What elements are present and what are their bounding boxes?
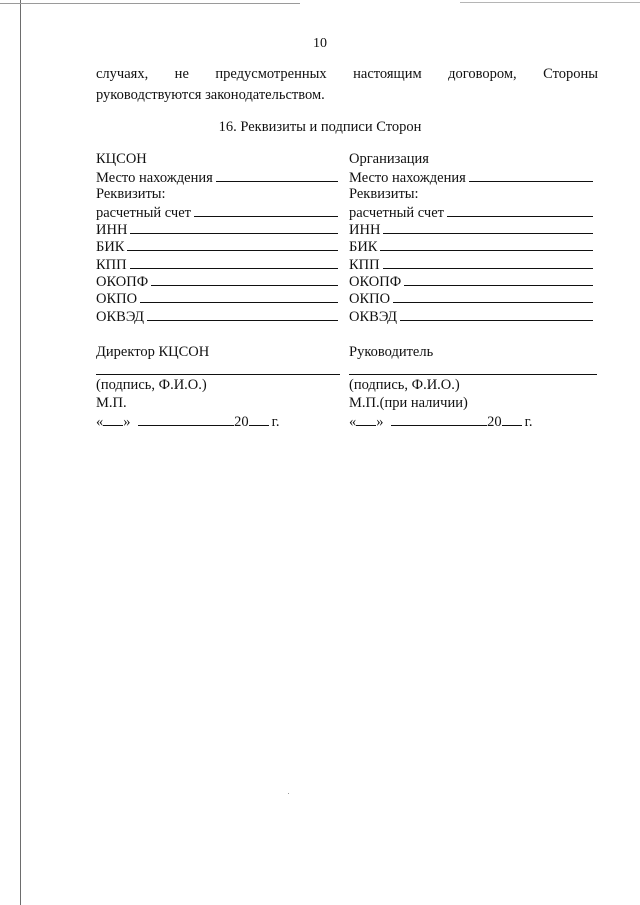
year-blank — [502, 413, 522, 426]
right-party-requisites — [349, 151, 593, 324]
right-date-line — [349, 413, 533, 431]
requisite-row — [96, 237, 338, 254]
requisite-label: ОКПО — [96, 291, 138, 308]
right-stamp-label: М.П.(при наличии) — [349, 395, 468, 411]
day-blank — [356, 413, 376, 426]
left-signer-title: Директор КЦСОН — [96, 344, 210, 360]
right-signer-title: Руководитель — [349, 344, 434, 360]
month-blank — [138, 413, 234, 426]
requisite-fill-line[interactable] — [151, 272, 338, 286]
requisite-row — [96, 220, 338, 237]
date-open-quote: « — [349, 414, 357, 430]
requisite-row — [349, 237, 593, 254]
day-blank — [103, 413, 123, 426]
date-open-quote: « — [96, 414, 104, 430]
requisite-row — [96, 186, 338, 203]
date-close-quote: » — [376, 414, 384, 430]
requisite-fill-line[interactable] — [383, 255, 593, 269]
requisite-row — [349, 168, 593, 185]
requisite-row — [349, 272, 593, 289]
requisite-label: КПП — [349, 256, 380, 273]
scan-edge-top-right — [460, 2, 640, 3]
requisite-row — [349, 255, 593, 272]
requisite-fill-line[interactable] — [216, 168, 338, 182]
page-number: 10 — [313, 36, 327, 51]
requisite-fill-line[interactable] — [127, 237, 338, 251]
requisite-row — [96, 255, 338, 272]
section-heading: 16. Реквизиты и подписи Сторон — [218, 119, 422, 135]
requisite-label: ОКВЭД — [349, 308, 398, 325]
requisite-label: расчетный счет — [349, 204, 444, 221]
left-sign-caption: (подпись, Ф.И.О.) — [96, 377, 207, 393]
requisite-row — [349, 307, 593, 324]
requisite-label: расчетный счет — [96, 204, 191, 221]
requisite-fill-line[interactable] — [404, 272, 593, 286]
year-suffix: г. — [271, 414, 280, 430]
year-suffix: г. — [524, 414, 533, 430]
requisite-fill-line[interactable] — [130, 220, 338, 234]
party-name-row — [96, 151, 338, 168]
month-blank — [391, 413, 487, 426]
requisite-row — [96, 203, 338, 220]
requisite-fill-line[interactable] — [194, 203, 338, 217]
requisite-label: Место нахождения — [96, 170, 213, 187]
requisite-label: ОКПО — [349, 291, 391, 308]
requisite-row — [96, 289, 338, 306]
requisite-label: ИНН — [96, 222, 128, 239]
requisite-label: ИНН — [349, 222, 381, 239]
requisite-fill-line[interactable] — [447, 203, 593, 217]
requisite-label: БИК — [349, 239, 378, 256]
requisite-fill-line[interactable] — [147, 307, 338, 321]
right-signature-line — [349, 374, 597, 375]
left-signature-line — [96, 374, 340, 375]
requisite-label: Реквизиты: — [349, 185, 419, 202]
right-sign-caption: (подпись, Ф.И.О.) — [349, 377, 460, 393]
year-prefix: 20 — [234, 414, 249, 430]
requisite-label: ОКОПФ — [96, 274, 149, 291]
requisite-label: Реквизиты: — [96, 185, 166, 202]
requisite-label: КПП — [96, 256, 127, 273]
requisite-label: ОКВЭД — [96, 308, 145, 325]
requisite-fill-line[interactable] — [380, 237, 593, 251]
requisite-fill-line[interactable] — [469, 168, 593, 182]
date-close-quote: » — [123, 414, 131, 430]
requisite-row — [349, 203, 593, 220]
year-prefix: 20 — [487, 414, 502, 430]
requisite-row — [349, 220, 593, 237]
requisite-fill-line[interactable] — [130, 255, 338, 269]
party-name: Организация — [349, 151, 429, 167]
requisite-row — [96, 272, 338, 289]
intro-line-2: руководствуются законодательством. — [96, 87, 325, 103]
year-blank — [249, 413, 269, 426]
requisite-row — [96, 307, 338, 324]
party-name: КЦСОН — [96, 151, 147, 167]
party-name-row — [349, 151, 593, 168]
requisite-label: Место нахождения — [349, 170, 466, 187]
requisite-label: ОКОПФ — [349, 274, 402, 291]
scan-speck — [288, 793, 289, 794]
requisite-fill-line[interactable] — [383, 220, 593, 234]
requisite-fill-line[interactable] — [140, 289, 338, 303]
left-stamp-label: М.П. — [96, 395, 127, 411]
requisite-row — [349, 186, 593, 203]
left-date-line — [96, 413, 280, 431]
requisite-fill-line[interactable] — [393, 289, 593, 303]
scan-edge-top — [0, 3, 300, 4]
left-party-requisites — [96, 151, 338, 324]
requisite-row — [96, 168, 338, 185]
requisite-row — [349, 289, 593, 306]
requisite-fill-line[interactable] — [400, 307, 593, 321]
intro-line-1: случаях, не предусмотренных настоящим договором, Стороны — [96, 66, 598, 82]
requisite-label: БИК — [96, 239, 125, 256]
